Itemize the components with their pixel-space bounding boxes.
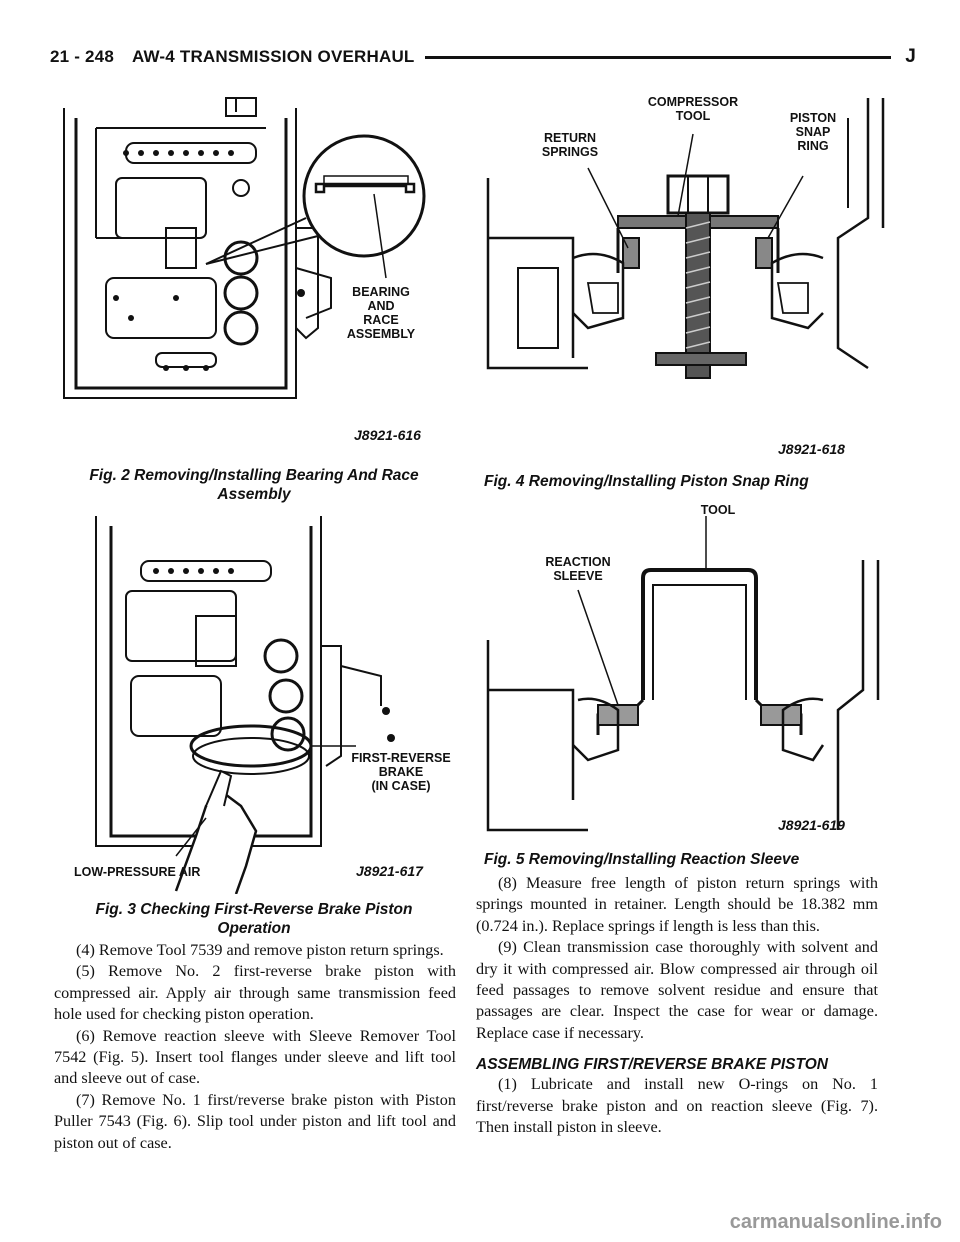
- paragraph: (6) Remove reaction sleeve with Sleeve Remover Tool 7542 (Fig. 5). Insert tool flanges under sleeve and lift tool and sleeve out of case.: [54, 1026, 456, 1088]
- fig4-piston-line1: PISTON: [789, 111, 837, 125]
- figure-2-caption: [54, 466, 454, 504]
- fig2-caption-line1: Fig. 2 Removing/Installing Bearing And Race: [89, 467, 419, 484]
- fig5-reaction-line1: REACTION: [545, 555, 611, 569]
- fig3-brake-line1: FIRST-REVERSE: [351, 751, 451, 765]
- fig4-return-line2: SPRINGS: [541, 145, 599, 159]
- figure-5-illustration: [478, 500, 908, 845]
- paragraph: (8) Measure free length of piston return springs with springs mounted in retainer. Length should be 18.382 mm (0.724 in.). Replace springs if length is less than this.: [476, 874, 878, 935]
- fig4-compressor-line1: COMPRESSOR: [647, 95, 739, 109]
- fig3-code: J8921-617: [356, 863, 423, 879]
- page-number: 21 - 248: [50, 47, 114, 66]
- fig2-label-line2: AND: [367, 299, 395, 313]
- fig4-caption-text: Fig. 4 Removing/Installing Piston Snap Ring: [484, 473, 809, 490]
- section-mark: J: [905, 46, 916, 67]
- figure-3-caption: [54, 900, 454, 938]
- fig3-caption-line2: Operation: [217, 920, 291, 937]
- fig5-caption-text: Fig. 5 Removing/Installing Reaction Sleeve: [484, 851, 800, 868]
- fig2-label-line1: BEARING: [352, 285, 410, 299]
- paragraph: (4) Remove Tool 7539 and remove piston return springs.: [76, 941, 444, 959]
- fig4-code: J8921-618: [778, 441, 845, 457]
- page-title: AW-4 TRANSMISSION OVERHAUL: [131, 47, 415, 66]
- paragraph: (5) Remove No. 2 first-reverse brake piston with compressed air. Apply air through same transmission feed hole used for checking piston operation.: [54, 962, 456, 1024]
- fig2-caption-line2: Assembly: [217, 486, 291, 503]
- figure-4-illustration: [478, 88, 908, 460]
- fig3-brake-line2: BRAKE: [378, 765, 424, 779]
- fig3-air-label: LOW-PRESSURE AIR: [74, 865, 201, 879]
- fig3-brake-line3: (IN CASE): [371, 779, 431, 793]
- fig4-compressor-line2: TOOL: [675, 109, 711, 123]
- right-column-text: [476, 873, 878, 1138]
- figure-3-illustration: [56, 506, 456, 894]
- fig2-code: J8921-616: [354, 427, 421, 443]
- fig5-reaction-line2: SLEEVE: [553, 569, 603, 583]
- header-rule: [425, 56, 892, 59]
- fig5-tool-label: TOOL: [700, 503, 736, 517]
- figure-4-caption: [484, 472, 904, 491]
- fig3-caption-line1: Fig. 3 Checking First-Reverse Brake Piston: [95, 901, 413, 918]
- fig4-return-line1: RETURN: [543, 131, 597, 145]
- page-header: [50, 44, 916, 70]
- fig2-label-line3: RACE: [363, 313, 399, 327]
- watermark: carmanualsonline.info: [729, 1211, 942, 1233]
- paragraph: (9) Clean transmission case thoroughly with solvent and dry it with compressed air. Blow compressed air through oil feed passages to remove solvent residue and ensure that passages are clear. Inspect the case for wear or damage. Replace case if necessary.: [476, 938, 878, 1042]
- fig5-code: J8921-619: [778, 817, 845, 833]
- figure-5-caption: [484, 850, 904, 869]
- left-column-text: [54, 940, 456, 1154]
- fig4-piston-line3: RING: [797, 139, 829, 153]
- figure-2-illustration: [56, 88, 456, 460]
- paragraph: (1) Lubricate and install new O-rings on No. 1 first/reverse brake piston and on reaction sleeve (Fig. 7). Then install piston in sleeve.: [476, 1075, 878, 1137]
- paragraph: (7) Remove No. 1 first/reverse brake piston with Piston Puller 7543 (Fig. 6). Slip tool under piston and lift tool and piston out of case.: [54, 1090, 456, 1152]
- section-heading: ASSEMBLING FIRST/REVERSE BRAKE PISTON: [476, 1056, 828, 1074]
- fig4-piston-line2: SNAP: [795, 125, 831, 139]
- fig2-label-line4: ASSEMBLY: [346, 327, 416, 341]
